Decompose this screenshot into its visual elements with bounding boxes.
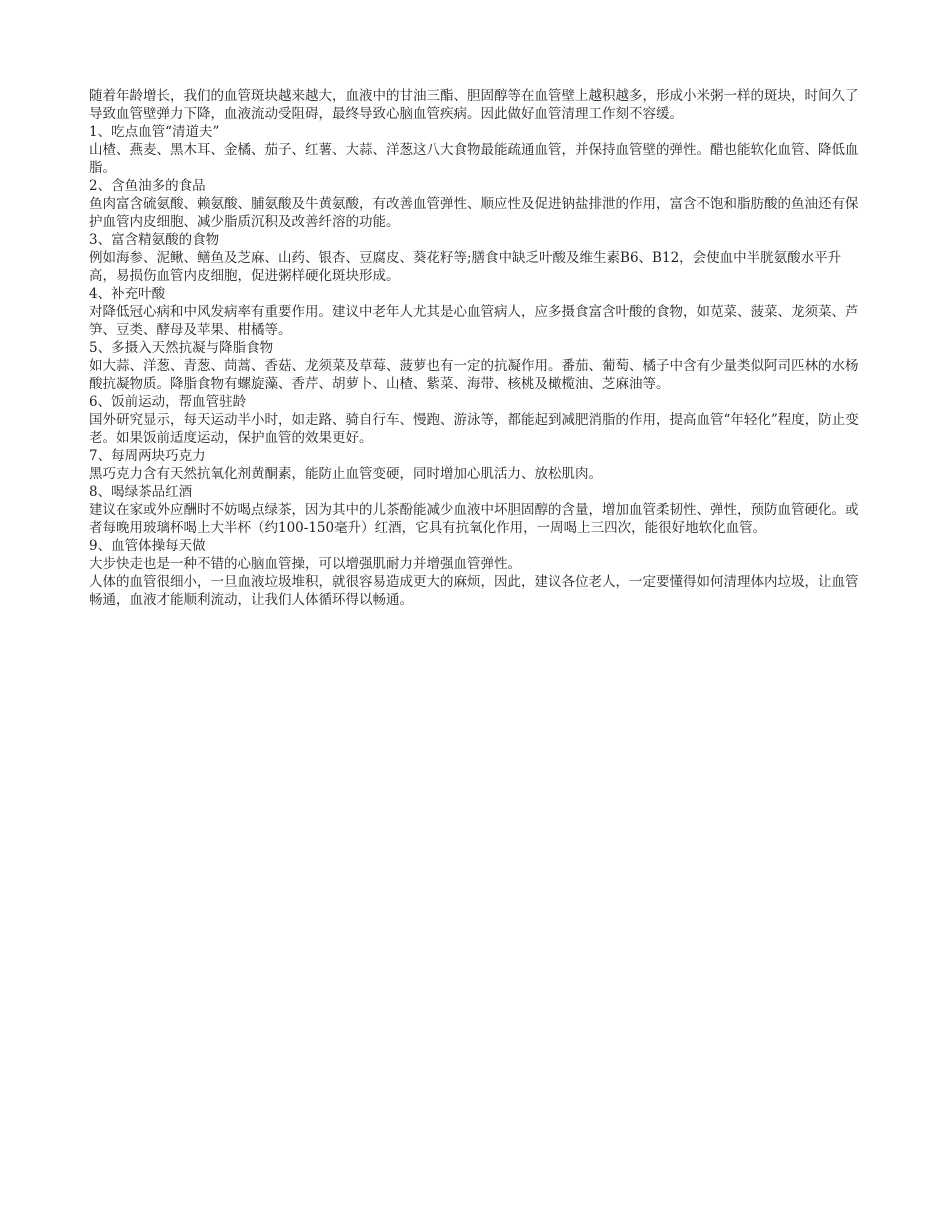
section-6-body: 国外研究显示，每天运动半小时，如走路、骑自行车、慢跑、游泳等，都能起到减肥消脂的作用，提高血管“年轻化”程度，防止变老。如果饭前适度运动，保护血管的效果更好。 (89, 412, 859, 446)
section-1-heading: 1、吃点血管“清道夫” (89, 124, 220, 140)
section-5-body: 如大蒜、洋葱、青葱、茼蒿、香菇、龙须菜及草莓、菠萝也有一定的抗凝作用。番茄、葡萄、橘子中含有少量类似阿司匹林的水杨酸抗凝物质。降脂食物有螺旋藻、香芹、胡萝卜、山楂、紫菜、海带、核桃及橄榄油、芝麻油等。 (89, 358, 859, 392)
section-1-body: 山楂、燕麦、黑木耳、金橘、茄子、红薯、大蒜、洋葱这八大食物最能疏通血管，并保持血管壁的弹性。醋也能软化血管、降低血脂。 (89, 142, 859, 176)
section-7-heading: 7、每周两块巧克力 (89, 448, 206, 464)
section-8-heading: 8、喝绿茶品红酒 (89, 484, 193, 500)
section-8-body: 建议在家或外应酬时不妨喝点绿茶，因为其中的儿茶酚能减少血液中坏胆固醇的含量，增加血管柔韧性、弹性，预防血管硬化。或者每晚用玻璃杯喝上大半杯（约100-150毫升）红酒，它具有抗氧化作用，一周喝上三四次，能很好地软化血管。 (89, 502, 859, 536)
section-3-body: 例如海参、泥鳅、鳝鱼及芝麻、山药、银杏、豆腐皮、葵花籽等;膳食中缺乏叶酸及维生素B6、B12，会使血中半胱氨酸水平升高，易损伤血管内皮细胞，促进粥样硬化斑块形成。 (89, 250, 842, 284)
section-3-heading: 3、富含精氨酸的食物 (89, 232, 220, 248)
section-2-heading: 2、含鱼油多的食品 (89, 178, 206, 194)
section-9-body: 大步快走也是一种不错的心脑血管操，可以增强肌耐力并增强血管弹性。 (89, 556, 521, 572)
section-4-body: 对降低冠心病和中风发病率有重要作用。建议中老年人尤其是心血管病人，应多摄食富含叶酸的食物，如苋菜、菠菜、龙须菜、芦笋、豆类、酵母及苹果、柑橘等。 (89, 304, 859, 338)
section-6-heading: 6、饭前运动，帮血管驻龄 (89, 394, 247, 410)
section-2-body: 鱼肉富含硫氨酸、赖氨酸、脯氨酸及牛黄氨酸，有改善血管弹性、顺应性及促进钠盐排泄的作用，富含不饱和脂肪酸的鱼油还有保护血管内皮细胞、减少脂质沉积及改善纤溶的功能。 (89, 196, 859, 230)
section-7-body: 黑巧克力含有天然抗氧化剂黄酮素，能防止血管变硬，同时增加心肌活力、放松肌肉。 (89, 466, 602, 482)
section-4-heading: 4、补充叶酸 (89, 286, 166, 302)
section-5-heading: 5、多摄入天然抗凝与降脂食物 (89, 340, 274, 356)
conclusion-paragraph: 人体的血管很细小，一旦血液垃圾堆积，就很容易造成更大的麻烦，因此，建议各位老人，一定要懂得如何清理体内垃圾，让血管畅通，血液才能顺利流动，让我们人体循环得以畅通。 (89, 574, 859, 608)
document-page (89, 87, 863, 609)
intro-paragraph: 随着年龄增长，我们的血管斑块越来越大，血液中的甘油三酯、胆固醇等在血管壁上越积越多，形成小米粥一样的斑块，时间久了导致血管壁弹力下降，血液流动受阻碍，最终导致心脑血管疾病。因此做好血管清理工作刻不容缓。 (89, 88, 859, 122)
section-9-heading: 9、血管体操每天做 (89, 538, 206, 554)
